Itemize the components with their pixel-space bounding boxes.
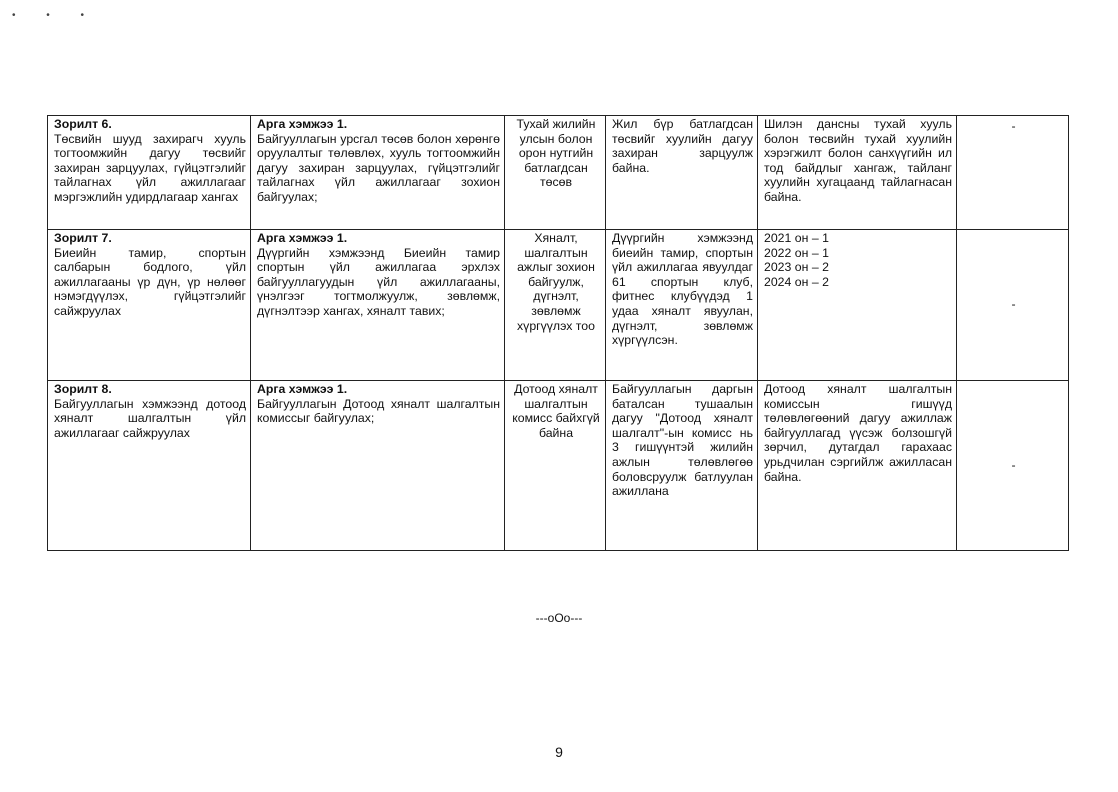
goal-cell	[48, 116, 251, 230]
action-cell	[251, 230, 505, 381]
goal-title: Зорилт 7.	[54, 231, 112, 245]
action-text: Дүүргийн хэмжээнд Биеийн тамир спортын үйл ажиллагаа эрхлэх байгууллагуудын үйл ажиллагааны, үнэлгээг тогтмолжуулж, зөвлөмж, дүгнэлтээр хангах, хяналт тавих;	[257, 245, 500, 318]
goal-cell	[48, 230, 251, 381]
empty-cell: -	[957, 381, 1069, 551]
action-text: Байгууллагын урсгал төсөв болон хөрөнгө оруулалтыг төлөвлөх, хууль тогтоомжийн дагуу захиран зарцуулах, гүйцэтгэлийг тайлагнах үйл ажиллагааг зохион байгуулах;	[257, 131, 500, 204]
action-title: Арга хэмжээ 1.	[257, 117, 348, 131]
action-cell	[251, 381, 505, 551]
action-title: Арга хэмжээ 1.	[257, 382, 348, 396]
baseline-cell: Дүүргийн хэмжээнд биеийн тамир, спортын үйл ажиллагаа явуулдаг 61 спортын клуб, фитнес клубүүдэд 1 удаа хяналт явуулан, дүгнэлт, зөвлөмж хүргүүлсэн.	[606, 230, 758, 381]
baseline-cell: Жил бүр батлагдсан төсвийг хуулийн дагуу захиран зарцуулж байна.	[606, 116, 758, 230]
goal-text: Төсвийн шууд захирагч хууль тогтоомжийн дагуу төсвийг захиран зарцуулах, гүйцэтгэлийг тайлагнах үйл ажиллагааг мэргэжлийн удирдлагаар хангах	[54, 131, 246, 204]
empty-cell: -	[957, 230, 1069, 381]
indicator-cell: Дотоод хяналт шалгалтын комисс байхгүй байна	[505, 381, 606, 551]
action-title: Арга хэмжээ 1.	[257, 231, 348, 245]
table-row	[48, 381, 1069, 551]
target-cell: Дотоод хяналт шалгалтын комиссын гишүүд төлөвлөгөөний дагуу ажиллаж байгууллагад үүсэж болзошгүй зөрчил, дутагдал гарахаас урьдчилан сэргийлж ажилласан байна.	[758, 381, 957, 551]
table-row	[48, 230, 1069, 381]
goal-title: Зорилт 8.	[54, 382, 112, 396]
action-cell	[251, 116, 505, 230]
goal-cell	[48, 381, 251, 551]
indicator-cell: Хяналт, шалгалтын ажлыг зохион байгуулж, дүгнэлт, зөвлөмж хүргүүлэх тоо	[505, 230, 606, 381]
target-cell: Шилэн дансны тухай хууль болон төсвийн тухай хуулийн хэрэгжилт болон санхүүгийн ил тод байдлыг хангаж, тайланг хуулийн хугацаанд тайлагнасан байна.	[758, 116, 957, 230]
baseline-cell: Байгууллагын даргын баталсан тушаалын дагуу "Дотоод хяналт шалгалт"-ын комисс нь 3 гишүүнтэй жилийн ажлын төлөвлөгөө боловсруулж батлуулан ажиллана	[606, 381, 758, 551]
table-row	[48, 116, 1069, 230]
action-text: Байгууллагын Дотоод хяналт шалгалтын комиссыг байгуулах;	[257, 396, 500, 426]
goal-title: Зорилт 6.	[54, 117, 112, 131]
end-separator: ---oOo---	[535, 611, 583, 625]
plan-table	[47, 115, 1069, 551]
indicator-cell: Тухай жилийн улсын болон орон нутгийн батлагдсан төсөв	[505, 116, 606, 230]
scan-marks: • • •	[12, 10, 99, 21]
goal-text: Байгууллагын хэмжээнд дотоод хяналт шалгалтын үйл ажиллагааг сайжруулах	[54, 396, 246, 440]
goal-text: Биеийн тамир, спортын салбарын бодлого, үйл ажиллагааны үр дүн, үр нөлөөг нэмэгдүүлэх, гүйцэтгэлийг сайжруулах	[54, 245, 246, 318]
empty-cell: -	[957, 116, 1069, 230]
page-number: 9	[555, 744, 563, 760]
target-cell: 2021 он – 1 2022 он – 1 2023 он – 2 2024 он – 2	[758, 230, 957, 381]
